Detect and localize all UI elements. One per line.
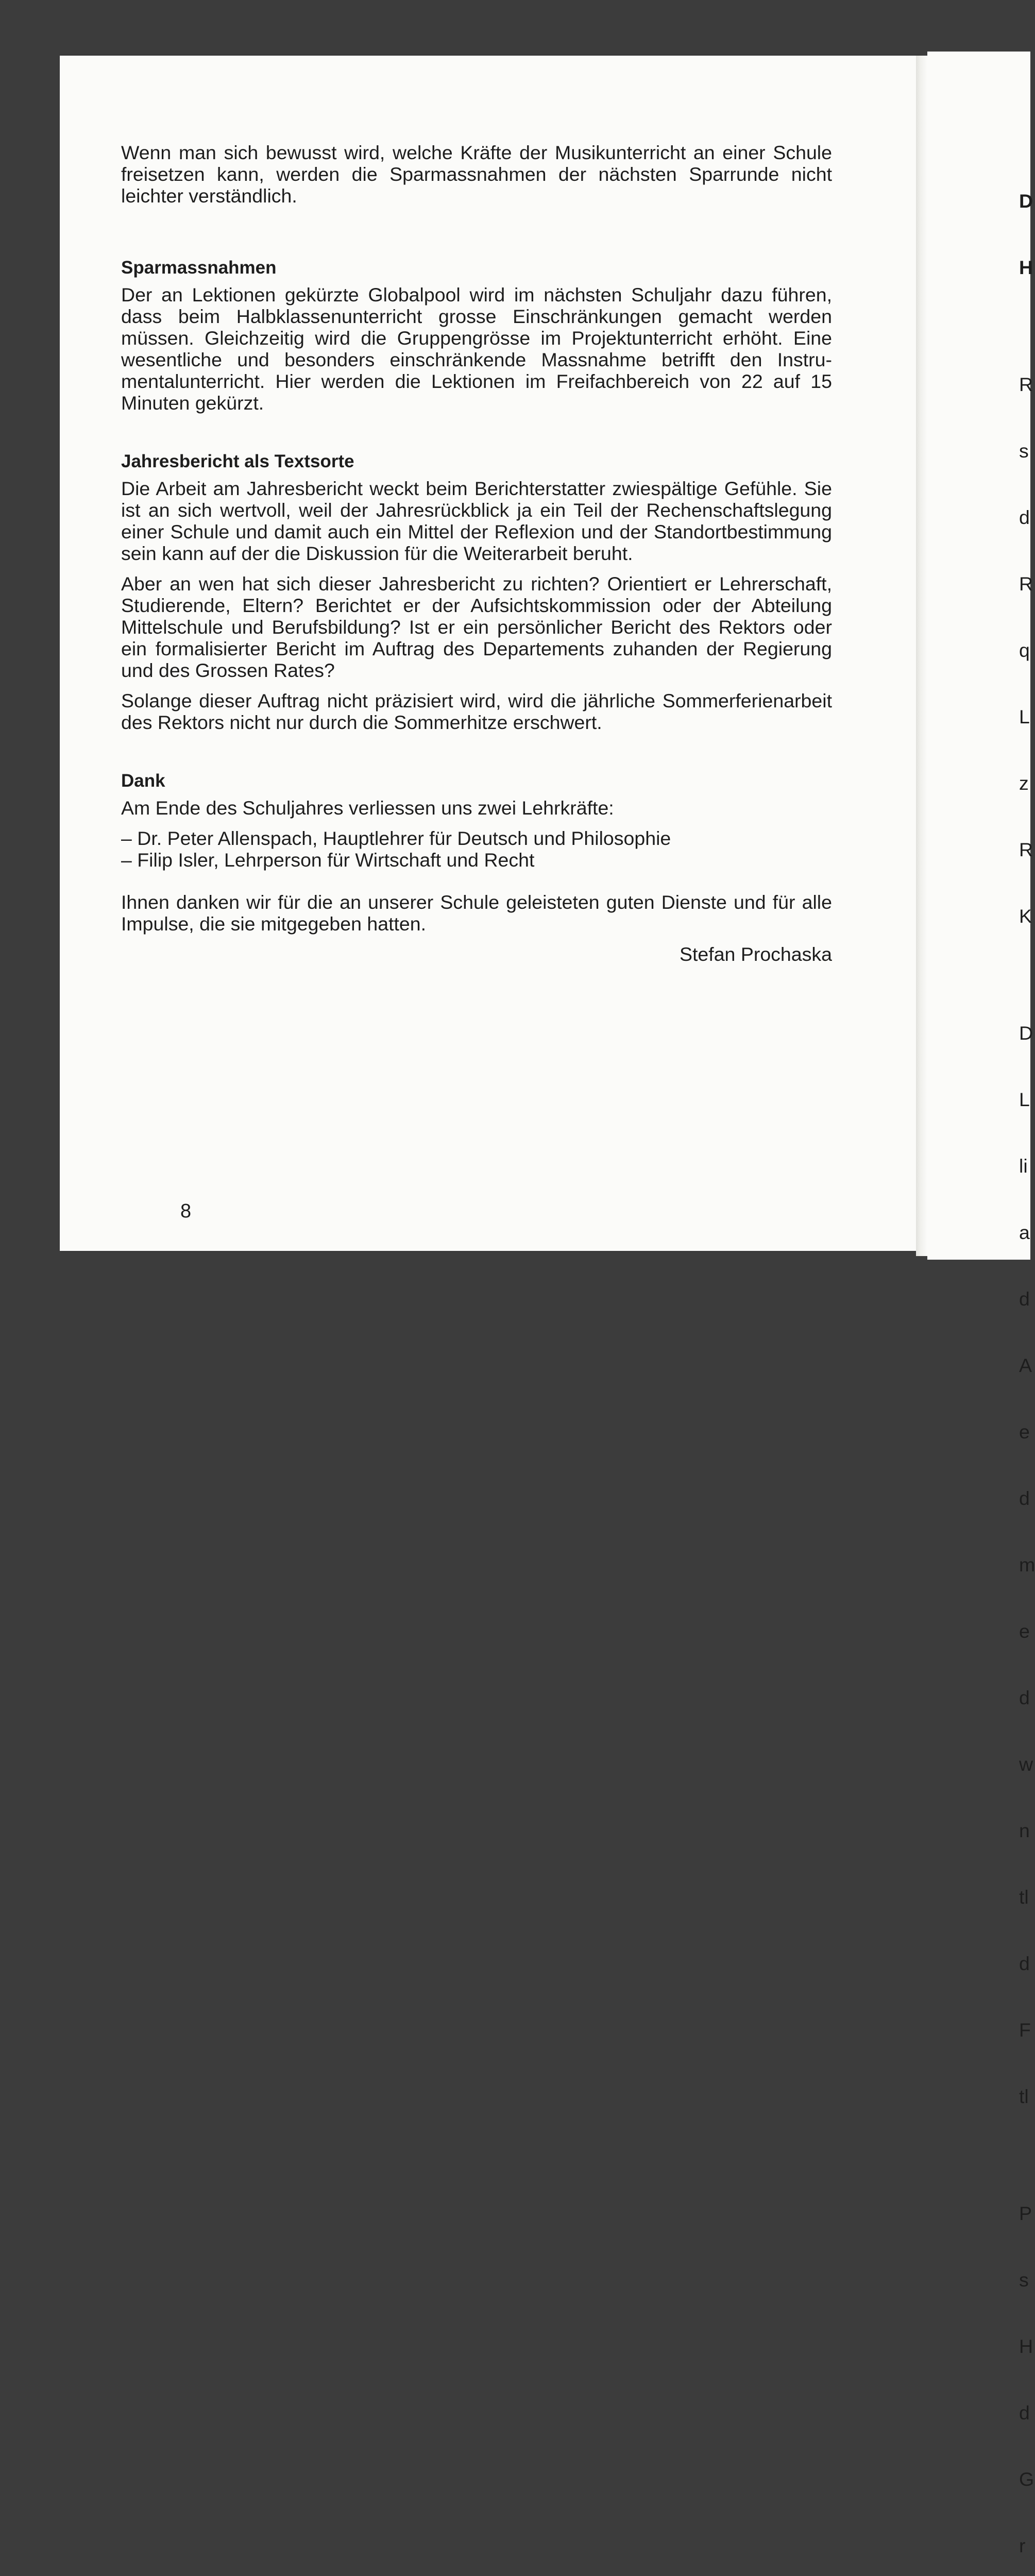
page-number: 8: [180, 1200, 192, 1222]
right-fragment: tl: [1019, 1886, 1029, 1908]
right-fragment: z: [1019, 772, 1029, 794]
right-fragment: K: [1019, 905, 1032, 927]
intro-paragraph: Wenn man sich bewusst wird, welche Kräfte der Musikunterricht an einer Schule freisetzen kann, werden die Sparmassnahmen der nächsten Sparrunde nicht leichter verständlich.: [121, 142, 832, 207]
right-fragment: w: [1019, 1753, 1033, 1775]
heading-dank: Dank: [121, 771, 165, 791]
right-fragment: r: [1019, 2535, 1026, 2556]
dank-list-item: – Dr. Peter Allenspach, Hauptlehrer für Deutsch und Philosophie: [121, 827, 671, 849]
right-fragment: H: [1019, 257, 1033, 278]
jahresbericht-paragraph-3: Solange dieser Auftrag nicht präzisiert wird, wird die jährliche Sommerferienarbeit des Rektors nicht nur durch die Sommerhitze erschwert.: [121, 690, 832, 733]
right-fragment: L: [1019, 706, 1030, 727]
right-fragment: R: [1019, 573, 1033, 595]
heading-jahresbericht: Jahresbericht als Textsorte: [121, 451, 354, 471]
dank-list-item: – Filip Isler, Lehrperson für Wirtschaft und Recht: [121, 849, 535, 871]
right-fragment: li: [1019, 1155, 1028, 1177]
right-fragment: d: [1019, 1487, 1030, 1509]
book-gutter: [916, 56, 927, 1256]
right-fragment: D: [1019, 190, 1033, 212]
dank-closing-paragraph: Ihnen danken wir für die an unserer Schule geleisteten guten Dienste und für alle Impulse, die sie mitgegeben hatten.: [121, 891, 832, 935]
sparmassnahmen-paragraph: Der an Lektionen gekürzte Globalpool wird im nächsten Schuljahr dazu führen, dass beim Halbklassenunterricht grosse Einschränkungen gemacht werden müssen. Gleichzeitig wird die Gruppengrösse im Projektunterricht erhöht. Eine wesentliche und besonders einschränkende Massnahme betrifft den Instrumentalunterricht. Hier werden die Lektionen im Freifachbereich von 22 auf 15 Minuten gekürzt.: [121, 284, 832, 414]
right-fragment: q: [1019, 639, 1030, 661]
dank-intro: Am Ende des Schuljahres verliessen uns zwei Lehrkräfte:: [121, 797, 614, 819]
right-fragment: d: [1019, 1687, 1030, 1708]
right-fragment: m: [1019, 1554, 1035, 1575]
right-fragment: G: [1019, 2468, 1034, 2490]
right-fragment: d: [1019, 506, 1030, 528]
right-fragment: n: [1019, 1820, 1030, 1841]
right-fragment: e: [1019, 1620, 1030, 1642]
right-fragment: e: [1019, 1421, 1030, 1443]
right-fragment: F: [1019, 2019, 1031, 2041]
right-fragment: H: [1019, 2335, 1033, 2357]
right-fragment: a: [1019, 1222, 1030, 1243]
jahresbericht-paragraph-2: Aber an wen hat sich dieser Jahresbericht zu richten? Orientiert er Lehrerschaft, Studierende, Eltern? Berichtet er der Aufsichtskommission oder der Abteilung Mittelschule und Berufsbildung? Ist er ein persönlicher Bericht des Rektors oder ein formalisierter Bericht im Auftrag des Departements zuhanden der Regierung und des Grossen Rates?: [121, 573, 832, 681]
left-page-content: [121, 142, 832, 965]
right-fragment: L: [1019, 1089, 1030, 1110]
heading-sparmassnahmen: Sparmassnahmen: [121, 258, 277, 278]
right-fragment: R: [1019, 374, 1033, 395]
right-fragment: A: [1019, 1354, 1032, 1376]
right-fragment: tl: [1019, 2086, 1029, 2107]
right-fragment: R: [1019, 839, 1033, 860]
right-fragment: D: [1019, 1022, 1033, 1044]
right-fragment: d: [1019, 1288, 1030, 1310]
jahresbericht-paragraph-1: Die Arbeit am Jahresbericht weckt beim Berichterstatter zwiespältige Gefühle. Sie ist an sich wertvoll, weil der Jahresrückblick ja ein Teil der Rechenschaftslegung einer Schule und damit auch ein Mittel der Reflexion und der Standortbestimmung sein kann auf der die Diskussion für die Weiterarbeit beruht.: [121, 478, 832, 564]
right-fragment: P: [1019, 2202, 1032, 2224]
right-fragment: d: [1019, 1953, 1030, 1974]
signature: Stefan Prochaska: [679, 943, 832, 965]
right-page: [927, 52, 1030, 1260]
right-fragment: d: [1019, 2402, 1030, 2424]
right-page-text-fragments: [1019, 146, 1035, 2576]
right-fragment: s: [1019, 2269, 1029, 2291]
right-fragment: s: [1019, 440, 1029, 462]
